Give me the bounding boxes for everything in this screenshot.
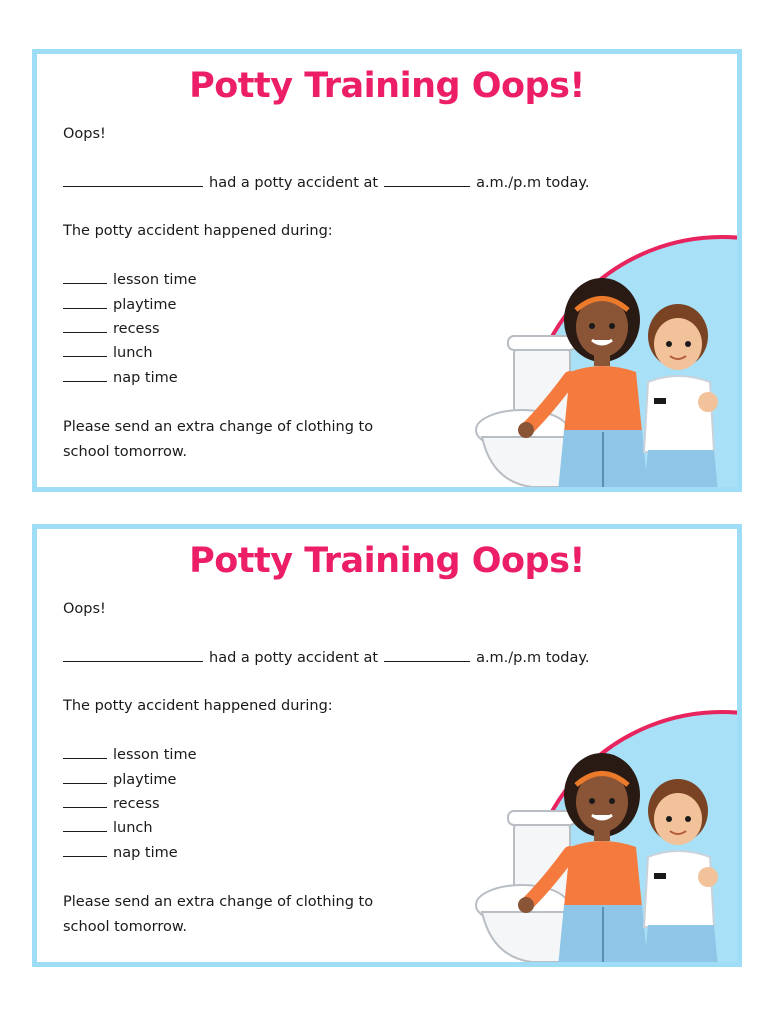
option-blank[interactable] xyxy=(63,282,107,284)
time-blank[interactable] xyxy=(384,660,470,662)
accident-text: had a potty accident at xyxy=(209,175,379,191)
option-row xyxy=(63,772,176,788)
option-label: lunch xyxy=(113,345,153,361)
option-blank[interactable] xyxy=(63,380,107,382)
time-blank[interactable] xyxy=(384,185,470,187)
option-blank[interactable] xyxy=(63,782,107,784)
during-label: The potty accident happened during: xyxy=(63,698,333,714)
during-label: The potty accident happened during: xyxy=(63,223,333,239)
option-row xyxy=(63,345,153,361)
boy-icon xyxy=(644,304,718,492)
option-blank[interactable] xyxy=(63,830,107,832)
option-row xyxy=(63,845,178,861)
option-label: lunch xyxy=(113,820,153,836)
accident-line xyxy=(63,650,590,666)
card-title: Potty Training Oops! xyxy=(189,541,585,581)
note-card-1 xyxy=(32,49,742,492)
option-row xyxy=(63,747,197,763)
option-label: lesson time xyxy=(113,272,197,288)
option-blank[interactable] xyxy=(63,855,107,857)
closing-line-2: school tomorrow. xyxy=(63,919,188,935)
option-blank[interactable] xyxy=(63,757,107,759)
option-label: recess xyxy=(113,321,160,337)
kids-toilet-illustration xyxy=(452,707,742,967)
option-row xyxy=(63,321,160,337)
option-blank[interactable] xyxy=(63,331,107,333)
option-label: lesson time xyxy=(113,747,197,763)
oops-label: Oops! xyxy=(63,601,106,617)
ampm-text: a.m./p.m today. xyxy=(476,650,590,666)
option-blank[interactable] xyxy=(63,355,107,357)
oops-label: Oops! xyxy=(63,126,106,142)
accident-text: had a potty accident at xyxy=(209,650,379,666)
name-blank[interactable] xyxy=(63,185,203,187)
option-label: playtime xyxy=(113,772,177,788)
boy-icon xyxy=(644,779,718,967)
option-blank[interactable] xyxy=(63,806,107,808)
option-row xyxy=(63,272,197,288)
option-row xyxy=(63,297,176,313)
note-card-2 xyxy=(32,524,742,967)
option-label: nap time xyxy=(113,370,178,386)
kids-toilet-illustration xyxy=(452,232,742,492)
accident-line xyxy=(63,175,590,191)
closing-line-1: Please send an extra change of clothing to xyxy=(63,894,374,910)
option-row xyxy=(63,820,153,836)
closing-line-1: Please send an extra change of clothing to xyxy=(63,419,374,435)
option-row xyxy=(63,370,178,386)
option-label: playtime xyxy=(113,297,177,313)
card-title: Potty Training Oops! xyxy=(189,66,585,106)
option-row xyxy=(63,796,160,812)
ampm-text: a.m./p.m today. xyxy=(476,175,590,191)
option-label: recess xyxy=(113,796,160,812)
closing-line-2: school tomorrow. xyxy=(63,444,188,460)
name-blank[interactable] xyxy=(63,660,203,662)
option-blank[interactable] xyxy=(63,307,107,309)
option-label: nap time xyxy=(113,845,178,861)
